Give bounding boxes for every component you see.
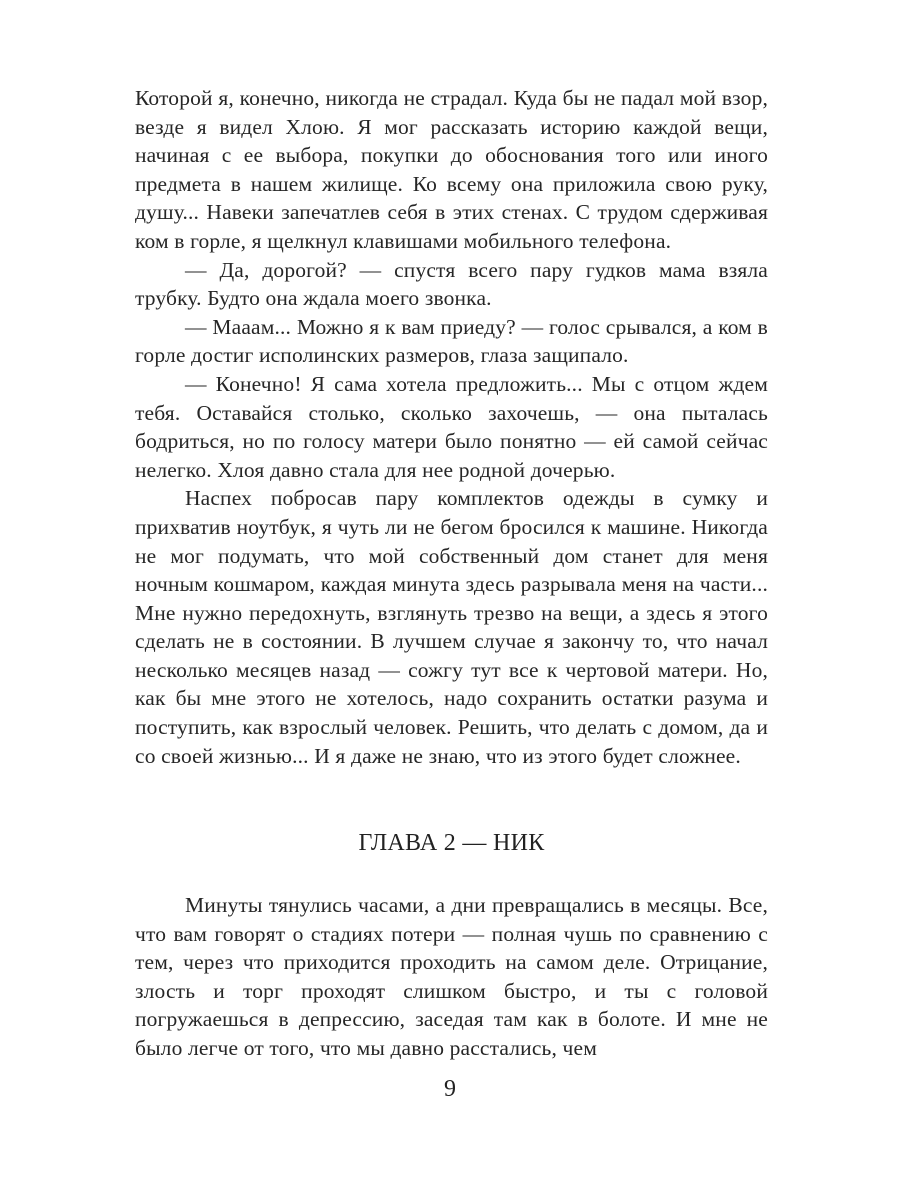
text-block-after-chapter xyxy=(135,891,768,1063)
paragraph: Минуты тянулись часами, а дни превращались в месяцы. Все, что вам говорят о стадиях потери — полная чушь по сравнению с тем, через что приходится проходить на самом деле. Отрицание, злость и торг проходят слишком быстро, и ты с головой погружаешься в депрессию, заседая там как в болоте. И мне не было легче от того, что мы давно расстались, чем xyxy=(135,893,768,1060)
paragraph: — Мааам... Можно я к вам приеду? — голос срывался, а ком в горле достиг исполинских размеров, глаза защипало. xyxy=(135,314,768,368)
paragraph: — Конечно! Я сама хотела предложить... Мы с отцом ждем тебя. Оставайся столько, сколько захочешь, — она пыталась бодриться, но по голосу матери было понятно — ей самой сейчас нелегко. Хлоя давно стала для нее родной дочерью. xyxy=(135,371,768,482)
paragraph: — Да, дорогой? — спустя всего пару гудков мама взяла трубку. Будто она ждала моего звонка. xyxy=(135,257,768,311)
text-block-before-chapter xyxy=(135,84,768,770)
paragraph: Наспех побросав пару комплектов одежды в сумку и прихватив ноутбук, я чуть ли не бегом бросился к машине. Никогда не мог подумать, что мой собственный дом станет для меня ночным кошмаром, каждая минута здесь разрывала меня на части... Мне нужно передохнуть, взглянуть трезво на вещи, а здесь я этого сделать не в состоянии. В лучшем случае я закончу то, что начал несколько месяцев назад — сожгу тут все к чертовой матери. Но, как бы мне этого не хотелось, надо сохранить остатки разума и поступить, как взрослый человек. Решить, что делать с домом, да и со своей жизнью... И я даже не знаю, что из этого будет сложнее. xyxy=(135,486,768,768)
chapter-heading: ГЛАВА 2 — НИК xyxy=(358,830,545,856)
paragraph: Которой я, конечно, никогда не страдал. Куда бы не падал мой взор, везде я видел Хлою. Я мог рассказать историю каждой вещи, начиная с ее выбора, покупки до обоснования того или иного предмета в нашем жилище. Ко всему она приложила свою руку, душу... Навеки запечатлев себя в этих стенах. С трудом сдерживая ком в горле, я щелкнул клавишами мобильного телефона. xyxy=(135,86,768,253)
page-number: 9 xyxy=(444,1076,456,1102)
